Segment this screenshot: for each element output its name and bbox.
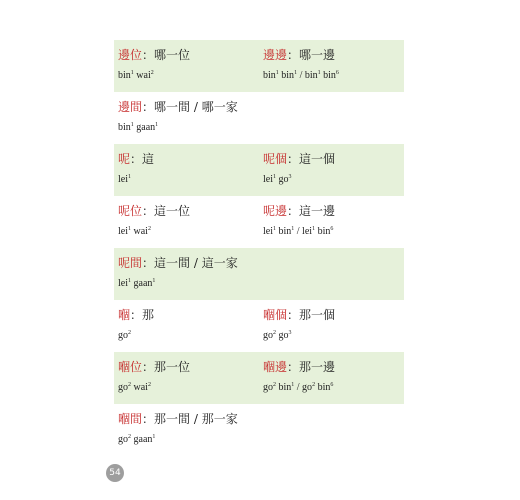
vocab-entry [259,40,404,92]
jyutping-romanization [118,122,158,133]
vocab-entry [114,404,259,456]
vocab-entry [259,300,404,352]
jyutping-syllable: go [276,174,289,185]
tone-number: 1 [130,122,134,128]
vocab-term [118,150,154,167]
jyutping-syllable: bin [276,382,292,393]
term-gloss: ：這一邊 [287,204,336,218]
term-gloss: ：這一位 [142,204,191,218]
term-hanzi: 邊邊 [263,48,288,62]
vocab-entry [114,248,259,300]
term-hanzi: 呢個 [263,152,288,166]
vocab-row [114,352,404,404]
term-hanzi: 邊間 [118,100,143,114]
jyutping-syllable: gaan [131,278,153,289]
term-hanzi: 呢位 [118,204,143,218]
jyutping-syllable: go [118,434,128,445]
jyutping-syllable: go [118,382,128,393]
tone-number: 1 [128,226,131,232]
vocab-entry [259,92,404,144]
vocab-row [114,404,404,456]
vocab-table [114,40,404,456]
vocab-row [114,92,404,144]
term-gloss: ：這一個 [287,152,336,166]
vocab-term [263,202,335,219]
term-gloss: ：那一間 / 那一家 [142,412,238,426]
tone-number: 6 [330,226,334,232]
vocab-term [118,202,190,219]
jyutping-romanization [263,382,333,393]
term-hanzi: 呢邊 [263,204,288,218]
vocab-term [263,46,335,63]
vocab-entry [259,352,404,404]
tone-number: 1 [128,278,131,284]
vocab-row [114,248,404,300]
tone-number: 1 [155,122,159,128]
jyutping-syllable: bin [278,70,295,81]
tone-number: 3 [288,330,292,336]
jyutping-syllable: bin [276,226,292,237]
jyutping-romanization [263,174,292,185]
term-hanzi: 邊位 [118,48,143,62]
term-gloss: ：那一個 [287,308,336,322]
tone-number: 1 [275,70,279,76]
jyutping-syllable: go [263,330,273,341]
jyutping-syllable: lei [118,174,128,185]
term-gloss: ：這一間 / 這一家 [142,256,238,270]
jyutping-syllable: wai [131,226,148,237]
jyutping-syllable: gaan [131,434,153,445]
tone-number: 6 [335,70,339,76]
vocab-entry [114,144,259,196]
term-gloss: ：這 [130,152,155,166]
vocab-term [263,150,335,167]
jyutping-syllable: lei [118,278,128,289]
vocab-row [114,40,404,92]
vocab-entry [259,144,404,196]
jyutping-syllable: bin [315,382,331,393]
jyutping-romanization [118,330,131,341]
jyutping-romanization [118,226,151,237]
jyutping-syllable: lei [263,226,273,237]
jyutping-syllable: bin [118,70,131,81]
jyutping-romanization [263,226,333,237]
term-hanzi: 嗰個 [263,308,288,322]
tone-number: 1 [128,174,131,180]
jyutping-romanization [263,70,339,81]
tone-number: 1 [294,70,298,76]
tone-number: 2 [312,382,316,388]
vocab-term [263,306,335,323]
tone-number: 6 [330,382,334,388]
jyutping-syllable: go [276,330,289,341]
tone-number: 1 [317,70,321,76]
tone-number: 2 [128,330,131,336]
jyutping-syllable: go [118,330,128,341]
tone-number: 1 [152,434,156,440]
vocab-entry [259,196,404,248]
jyutping-syllable: lei [263,174,273,185]
vocab-term [118,46,190,63]
tone-number: 3 [288,174,292,180]
term-gloss: ：哪一位 [142,48,191,62]
vocab-entry [114,40,259,92]
jyutping-romanization [118,434,155,445]
tone-number: 2 [128,434,131,440]
term-hanzi: 嗰 [118,308,131,322]
jyutping-syllable: / bin [297,70,318,81]
jyutping-romanization [118,174,131,185]
jyutping-syllable: wai [131,382,148,393]
vocab-entry [259,404,404,456]
vocab-entry [114,352,259,404]
vocab-entry [259,248,404,300]
vocab-row [114,144,404,196]
term-hanzi: 呢 [118,152,131,166]
tone-number: 2 [128,382,131,388]
vocab-row [114,196,404,248]
term-hanzi: 嗰間 [118,412,143,426]
jyutping-syllable: go [263,382,273,393]
vocab-entry [114,300,259,352]
term-gloss: ：那一邊 [287,360,336,374]
jyutping-syllable: wai [133,70,151,81]
jyutping-romanization [263,330,292,341]
jyutping-syllable: / go [294,382,313,393]
tone-number: 1 [312,226,316,232]
jyutping-romanization [118,278,155,289]
term-gloss: ：那一位 [142,360,191,374]
term-hanzi: 嗰邊 [263,360,288,374]
tone-number: 1 [291,382,295,388]
term-hanzi: 呢間 [118,256,143,270]
vocab-term [118,254,238,271]
vocab-entry [114,196,259,248]
jyutping-syllable: / lei [294,226,313,237]
tone-number: 2 [147,226,151,232]
tone-number: 1 [273,226,276,232]
tone-number: 2 [147,382,151,388]
vocab-term [263,358,335,375]
vocab-term [118,98,238,115]
tone-number: 1 [291,226,295,232]
term-gloss: ：哪一間 / 哪一家 [142,100,238,114]
jyutping-syllable: bin [118,122,131,133]
tone-number: 1 [152,278,156,284]
tone-number: 2 [273,382,276,388]
vocab-entry [114,92,259,144]
vocab-term [118,306,154,323]
term-gloss: ：那 [130,308,155,322]
page-number-badge: 54 [106,464,124,482]
tone-number: 2 [273,330,276,336]
tone-number: 2 [150,70,154,76]
jyutping-syllable: bin [320,70,336,81]
vocab-term [118,410,238,427]
jyutping-syllable: gaan [133,122,156,133]
term-gloss: ：哪一邊 [287,48,336,62]
jyutping-syllable: bin [315,226,331,237]
jyutping-syllable: bin [263,70,276,81]
tone-number: 1 [130,70,134,76]
jyutping-romanization [118,70,154,81]
tone-number: 1 [273,174,276,180]
vocab-term [118,358,190,375]
term-hanzi: 嗰位 [118,360,143,374]
jyutping-syllable: lei [118,226,128,237]
jyutping-romanization [118,382,151,393]
vocab-row [114,300,404,352]
